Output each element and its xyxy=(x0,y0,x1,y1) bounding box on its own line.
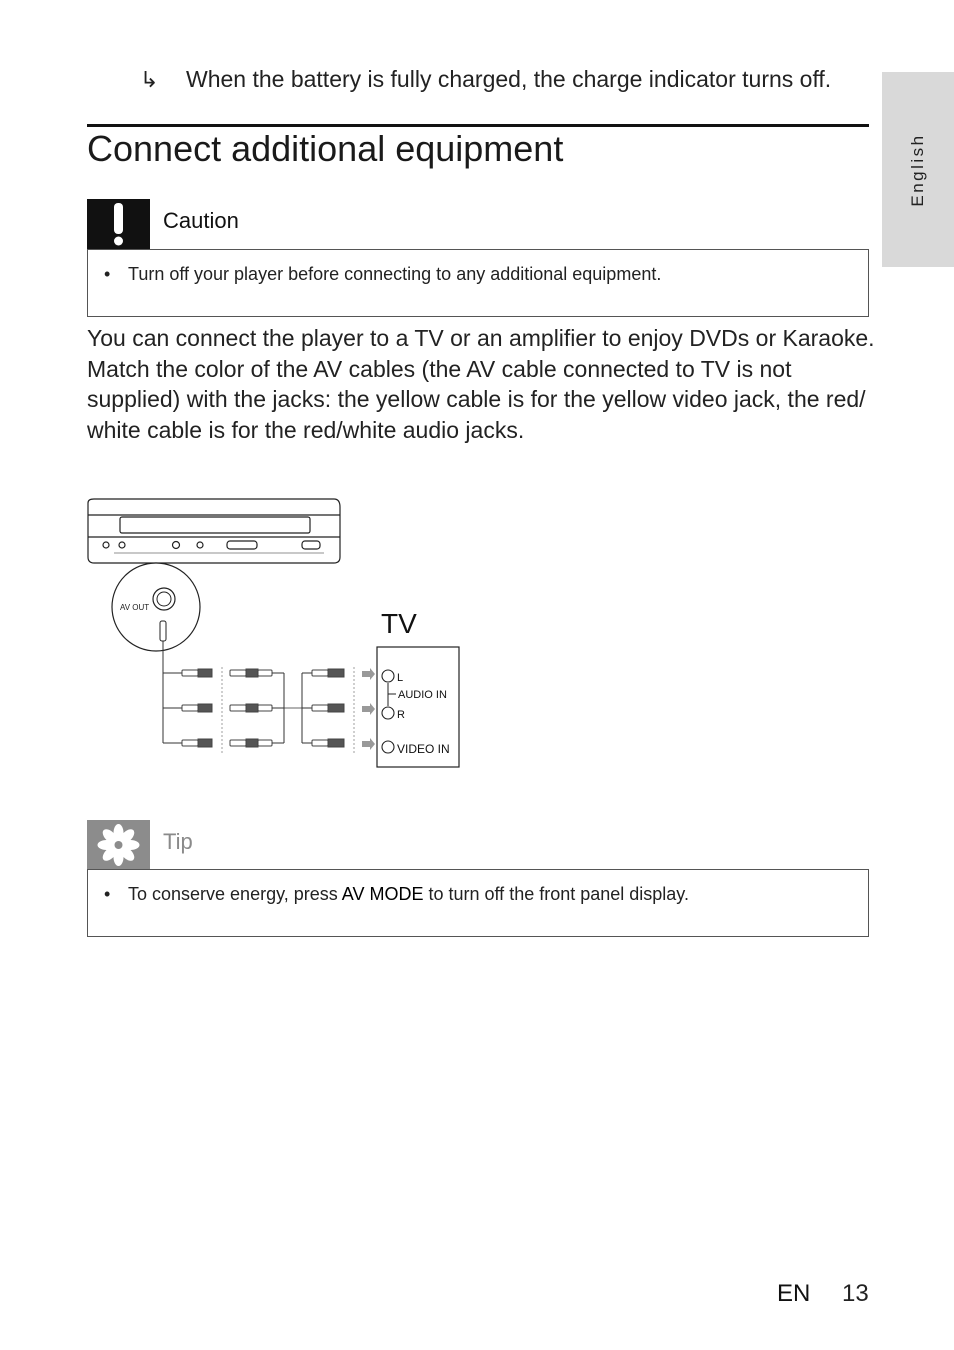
paragraph-line: You can connect the player to a TV or an amplifier to enjoy DVDs or Karaoke. xyxy=(87,325,875,351)
paragraph-line: Match the color of the AV cables (the AV cable connected to TV is not xyxy=(87,355,792,382)
side-tab-label: English xyxy=(908,132,927,207)
tv-jack-panel xyxy=(377,647,459,767)
caution-exclamation-icon xyxy=(87,199,150,249)
page-number: 13 xyxy=(842,1280,869,1307)
tv-jack-audio-in: AUDIO IN xyxy=(398,689,447,701)
tip-asterisk-icon xyxy=(87,820,150,870)
bullet-dot: • xyxy=(104,884,111,904)
paragraph-line: white cable is for the red/white audio jacks. xyxy=(87,416,525,443)
tip-title: Tip xyxy=(163,829,193,854)
tv-label: TV xyxy=(381,608,417,639)
language-side-tab xyxy=(882,72,954,267)
bullet-dot: • xyxy=(104,264,111,284)
tv-jack-left: L xyxy=(397,672,404,684)
caution-box xyxy=(87,249,869,317)
paragraph-line: supplied) with the jacks: the yellow cable is for the yellow video jack, the red/ xyxy=(87,386,866,412)
av-cable xyxy=(163,641,182,743)
heading-rule xyxy=(87,124,869,127)
tip-item-key: AV MODE xyxy=(341,884,424,904)
body-paragraph xyxy=(87,323,875,445)
result-line xyxy=(140,66,860,93)
connection-diagram xyxy=(84,495,464,775)
tip-item-prefix: To conserve energy, press xyxy=(128,884,342,904)
tip-item-suffix: to turn off the front panel display. xyxy=(423,884,689,904)
caution-list-item xyxy=(104,264,661,285)
tv-jack-right: R xyxy=(397,709,405,721)
caution-title: Caution xyxy=(163,208,239,233)
caution-item-text: Turn off your player before connecting to any additional equipment. xyxy=(128,264,662,284)
tip-list-item xyxy=(104,884,689,905)
footer-language: EN xyxy=(777,1280,811,1307)
page-title: Connect additional equipment xyxy=(87,128,564,169)
rca-plugs xyxy=(182,667,375,753)
av-out-label: AV OUT xyxy=(120,603,150,612)
result-arrow-icon: ↳ xyxy=(140,67,159,92)
av-out-magnifier xyxy=(112,563,200,651)
tv-jack-video-in: VIDEO IN xyxy=(397,742,450,756)
tip-box xyxy=(87,869,869,937)
result-text: When the battery is fully charged, the charge indicator turns off. xyxy=(186,66,832,92)
dvd-player-illustration xyxy=(88,499,340,563)
